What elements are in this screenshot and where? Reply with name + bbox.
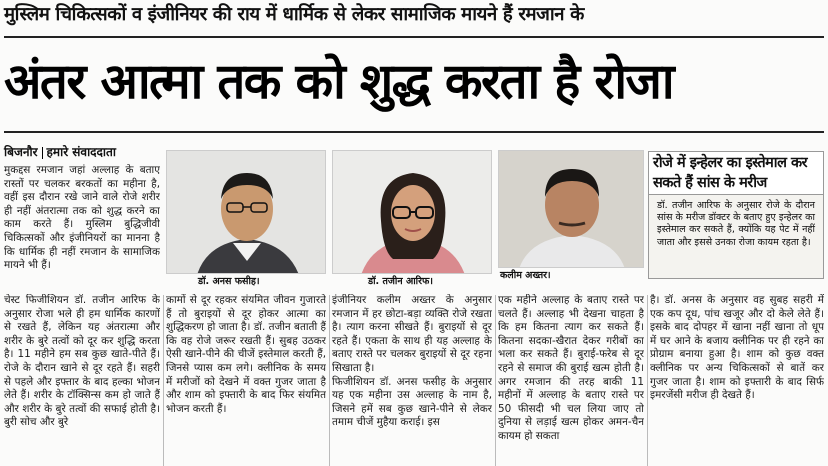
info-box bbox=[648, 151, 824, 279]
rule-top bbox=[4, 36, 824, 38]
man-portrait-image bbox=[499, 151, 644, 268]
column-divider bbox=[647, 295, 648, 466]
photo-kaleem-akhtar bbox=[498, 150, 644, 268]
woman-portrait-image bbox=[333, 151, 492, 274]
column-divider bbox=[495, 295, 496, 466]
column-4: एक महीने अल्लाह के बताए रास्ते पर चलते हैं। अल्लाह भी देखना चाहता है कि हम कितना त्याग कर सकते हैं। कितना सदका-खैरात देकर गरीबों का भला कर सकते हैं। बुराई-फरेब से दूर रहने से समाज की बुराई खत्म होती है। अगर रमजान की तरह बाकी 11 महीनों में अल्लाह के बताए रास्ते पर 50 फीसदी भी चल लिया जाए तो दुनिया से लड़ाई खत्म होकर अमन-चैन कायम हो सकता bbox=[498, 294, 644, 442]
main-headline: अंतर आत्मा तक को शुद्ध करता है रोजा bbox=[4, 53, 674, 110]
byline bbox=[4, 143, 116, 160]
byline-place: बिजनौर bbox=[4, 145, 38, 159]
info-box-title: रोजे में इन्हेलर का इस्तेमाल कर सकते हैं सांस के मरीज bbox=[649, 152, 823, 195]
column-5: है। डॉ. अनस के अनुसार वह सुबह सहरी में एक कप दूध, पांच खजूर और दो केले लेते हैं। इसके बाद दोपहर में खाना नहीं खाना तो धूप में घर आने के बजाय क्लीनिक पर ही रहने का प्रोग्राम बनाया हुआ है। शाम को कुछ वक्त क्लीनिक पर अन्य चिकित्सकों से बातें कर गुजर जाता है। शाम को इफ्तारी के बाद सिर्फ इमरजेंसी मरीज ही देखते हैं। bbox=[650, 294, 824, 402]
photo-anas-faseeh bbox=[166, 150, 326, 274]
kicker-headline: मुस्लिम चिकित्सकों व इंजीनियर की राय में धार्मिक से लेकर सामाजिक मायने हैं रमजान के bbox=[4, 4, 584, 25]
byline-reporter: हमारे संवाददाता bbox=[46, 145, 116, 159]
column-2: कामों से दूर रहकर संयमित जीवन गुजारते हैं तो बुराइयों से दूर होकर आत्मा का शुद्धिकरण हो जाता है। डॉ. तजीन बताती हैं कि वह रोजे जरूर रखती हैं। सुबह उठकर ऐसी खाने-पीने की चीजें इस्तेमाल करती हैं, जिनसे प्यास कम लगे। क्लीनिक के समय में मरीजों को देखने में वक्त गुजर जाता है और शाम को इफ्तारी के बाद फिर संयमित भोजन करती हैं। bbox=[166, 294, 326, 415]
byline-divider bbox=[42, 147, 43, 159]
photo-caption-2: डॉ. तजीन आरिफ। bbox=[368, 276, 433, 287]
intro-paragraph: मुकद्दस रमजान जहां अल्लाह के बताए रास्तों पर चलकर बरकतों का महीना है, वहीं इस दौरान रखे जाने वाले रोजे शरीर ही नहीं अंतरात्मा तक को शुद्ध करने का काम करते हैं। मुस्लिम बुद्धिजीवी चिकित्सकों और इंजीनियरों का मानना है कि धार्मिक ही नहीं रमजान के सामाजिक मायने भी हैं। bbox=[4, 164, 160, 272]
column-1: चेस्ट फिजीशियन डॉ. तजीन आरिफ के अनुसार रोजा भले ही हम धार्मिक कारणों से रखते हैं, लेकिन यह अंतरात्मा और शरीर के बुरे तत्वों को दूर कर शुद्धि करता है। 11 महीने हम सब कुछ खाते-पीते हैं। रोजे के दौरान खाने से दूर रहते हैं। सहरी से पहले और इफ्तार के बाद हल्का भोजन लेते हैं। शरीर के टॉक्सिन्स कम हो जाते हैं और शरीर के बुरे तत्वों की सफाई होती है। बुरी सोच और बुरे bbox=[4, 294, 160, 429]
info-box-text: डॉ. तजीन आरिफ के अनुसार रोजे के दौरान सांस के मरीज डॉक्टर के बताए हुए इन्हेलर का इस्तेमाल कर सकते हैं, क्योंकि यह पेट में नहीं जाता और इससे उनका रोजा कायम रहता है। bbox=[657, 200, 815, 248]
column-divider bbox=[329, 295, 330, 466]
photo-tazeen-arif bbox=[332, 150, 492, 274]
photo-caption-1: डॉ. अनस फसीह। bbox=[198, 276, 260, 287]
man-portrait-image bbox=[167, 151, 326, 274]
photo-caption-3: कलीम अख्तर। bbox=[500, 270, 551, 281]
column-divider bbox=[163, 295, 164, 466]
rule-bottom bbox=[4, 131, 824, 133]
column-3: इंजीनियर कलीम अख्तर के अनुसार रमजान में हर छोटा-बड़ा व्यक्ति रोजे रखता है। त्याग करना सीखते हैं। बुराइयों से दूर रहते हैं। एकता के साथ ही यह अल्लाह के बताए रास्ते पर चलकर बुराइयों से दूर रहना सिखाता है। फिजीशियन डॉ. अनस फसीह के अनुसार यह एक महीना उस अल्लाह के नाम है, जिसने हमें सब कुछ खाने-पीने से लेकर तमाम चीजें मुहैया कराई। इस bbox=[332, 294, 492, 429]
